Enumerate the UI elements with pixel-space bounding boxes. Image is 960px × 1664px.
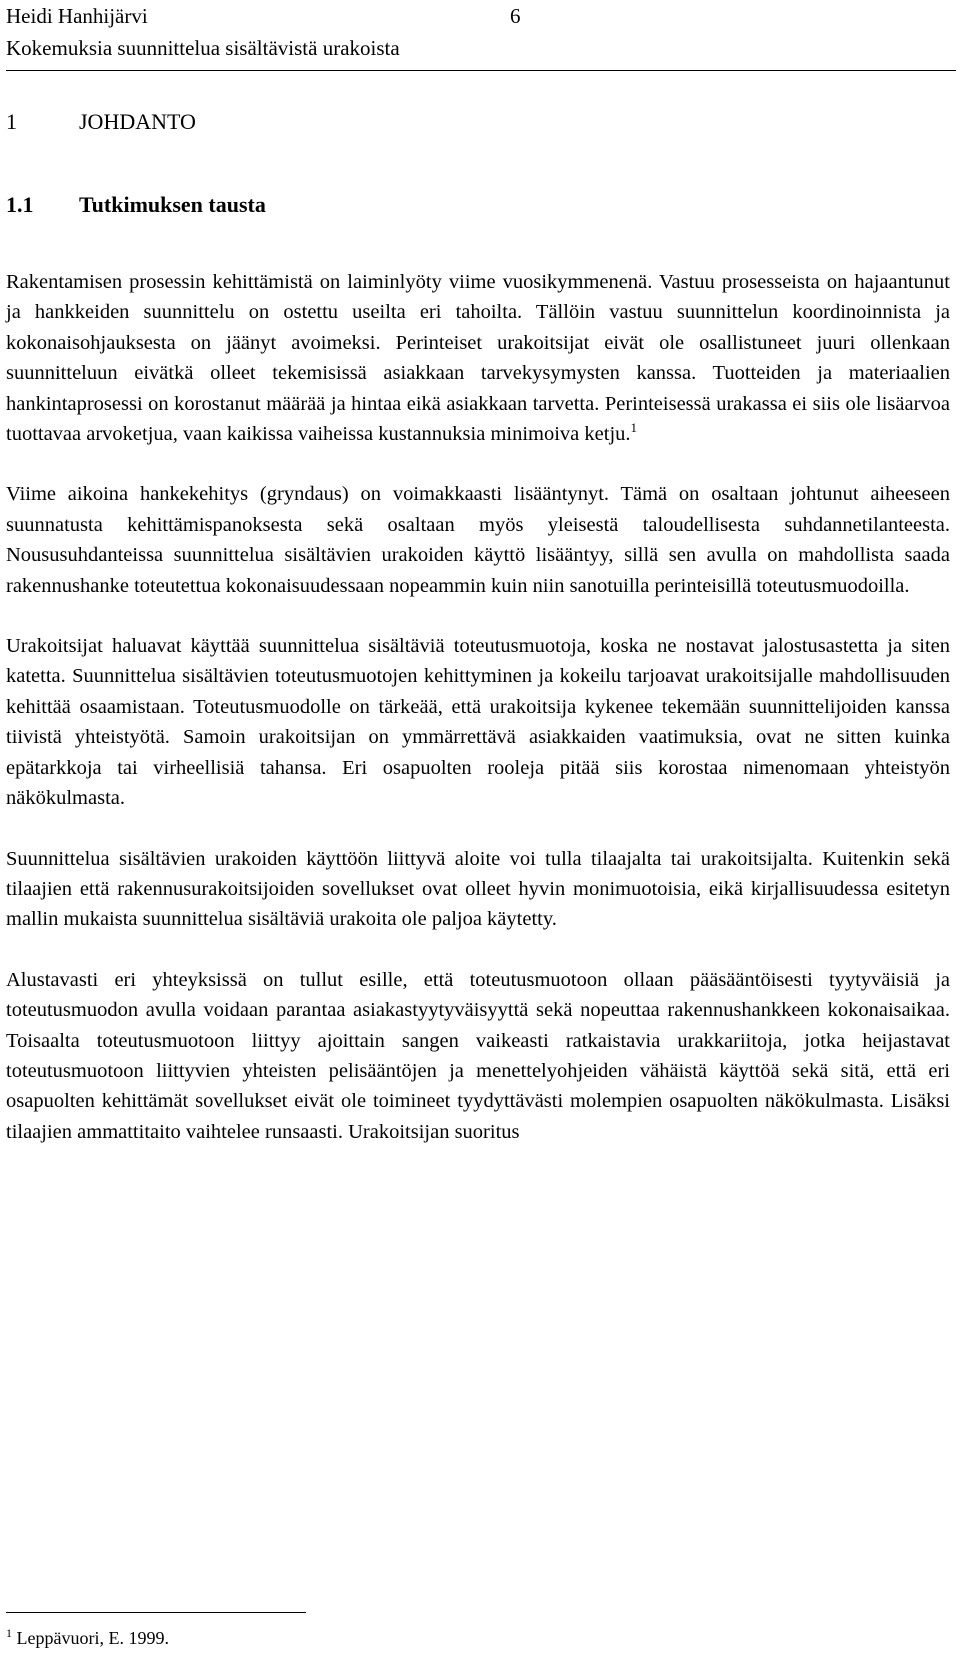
subsection-number: 1.1 bbox=[6, 192, 34, 217]
paragraph: Alustavasti eri yhteyksissä on tullut esille, että toteutusmuotoon ollaan pääsääntöisesti tyytyväisiä ja toteutusmuodon avulla voidaan parantaa asiakastyytyväisyyttä sekä nopeuttaa rakennushankkeen kokonaisaikaa. Toisaalta toteutusmuotoon liittyy ajoittain sangen vaikeasti ratkaistavia urakkariitoja, jotka heijastavat toteutusmuotoon liittyvien yhteisten pelisääntöjen ja menettelyohjeiden vähäistä käyttöä sekä sitä, että eri osapuolten kehittämät sovellukset eivät ole toimineet tyydyttävästi molempien osapuolten näkökulmasta. Lisäksi tilaajien ammattitaito vaihtelee runsaasti. Urakoitsijan suoritus bbox=[6, 968, 950, 1143]
paragraph-text: Rakentamisen prosessin kehittämistä on laiminlyöty viime vuosikymmenenä. Vastuu prosesseista on hajaantunut ja hankkeiden suunnittelu on ostettu useilta eri tahoilta. Tällöin vastuu suunnittelun koordinoinnista ja kokonaisohjauksesta on jäänyt avoimeksi. Perinteiset urakoitsijat eivät ole osallistuneet juuri ollenkaan suunnitteluun eivätkä olleet tekemisissä asiakkaan tarvekysymysten kanssa. Tuotteiden ja materiaalien hankintaprosessi on korostanut määrää ja hintaa eikä asiakkaan tarvetta. Perinteisessä urakassa ei siis ole lisäarvoa tuottavaa arvoketjua, vaan kaikissa vaiheissa kustannuksia minimoiva ketju. bbox=[6, 271, 950, 446]
subsection-heading bbox=[6, 190, 266, 220]
header-title: Kokemuksia suunnittelua sisältävistä urakoista bbox=[6, 36, 400, 60]
header-author: Heidi Hanhijärvi bbox=[6, 4, 148, 28]
paragraph: Suunnittelua sisältävien urakoiden käyttöön liittyvä aloite voi tulla tilaajalta tai urakoitsijalta. Kuitenkin sekä tilaajien että rakennusurakoitsijoiden sovellukset ovat olleet hyvin monimuotoisia, eikä kirjallisuudessa esitetyn mallin mukaista suunnittelua sisältäviä urakoita ole paljoa käytetty. bbox=[6, 847, 950, 931]
subsection-title: Tutkimuksen tausta bbox=[79, 192, 266, 217]
footnote-reference: 1 bbox=[630, 420, 638, 436]
paragraph bbox=[6, 267, 950, 449]
footnote bbox=[6, 1624, 169, 1652]
footnote-marker: 1 bbox=[6, 1626, 12, 1640]
section-number: 1 bbox=[6, 109, 17, 134]
header-rule bbox=[6, 70, 956, 71]
footnote-rule bbox=[6, 1612, 306, 1613]
section-title: JOHDANTO bbox=[79, 109, 196, 134]
paragraph: Urakoitsijat haluavat käyttää suunnittelua sisältäviä toteutusmuotoja, koska ne nostavat jalostusastetta ja siten katetta. Suunnittelua sisältävien toteutusmuotojen kehittyminen ja kokeilu tarjoavat urakoitsijalle mahdollisuuden kehittää osaamistaan. Toteutusmuodolle on tärkeää, että urakoitsija kykenee tekemään suunnittelijoiden kanssa tiivistä yhteistyötä. Samoin urakoitsijan on ymmärrettävä asiakkaiden vaatimuksia, ovat ne sitten kuinka epätarkkoja tai virheellisiä tahansa. Eri osapuolten rooleja pitää siis korostaa nimenomaan yhteistyön näkökulmasta. bbox=[6, 635, 950, 810]
page-number: 6 bbox=[510, 4, 521, 28]
footnote-text: Leppävuori, E. 1999. bbox=[16, 1628, 169, 1648]
body-text bbox=[6, 267, 950, 1147]
paragraph: Viime aikoina hankekehitys (gryndaus) on voimakkaasti lisääntynyt. Tämä on osaltaan johtunut aiheeseen suunnatusta kehittämispanoksesta sekä osaltaan myös yleisestä taloudellisesta suhdannetilanteesta. Noususuhdanteissa suunnittelua sisältävien urakoiden käyttö lisääntyy, sillä sen avulla on mahdollista saada rakennushanke toteutettua kokonaisuudessaan nopeammin kuin niin sanotuilla perinteisillä toteutusmuodoilla. bbox=[6, 483, 950, 597]
section-heading bbox=[6, 107, 196, 137]
